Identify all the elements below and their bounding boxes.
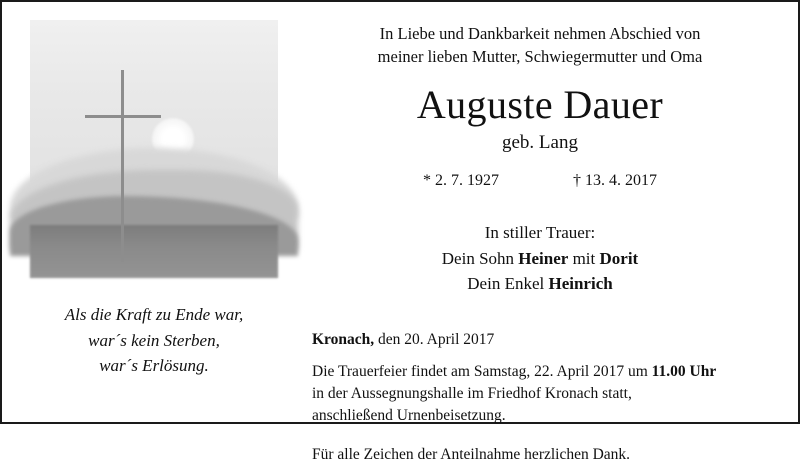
deceased-name: Auguste Dauer [416, 81, 664, 127]
mourning-heading: In stiller Trauer: [484, 223, 596, 243]
birth-date: * 2. 7. 1927 [423, 172, 499, 190]
mourner-1-name: Heiner [518, 248, 569, 268]
mourner-line-1 [308, 246, 772, 272]
verse-line-3: war´s Erlösung. [99, 356, 209, 375]
thanks-text: Für alle Zeichen der Anteilnahme herzlichen Dank. [312, 445, 631, 463]
memorial-verse [65, 302, 244, 379]
cross-icon-vertical [121, 70, 124, 262]
ceremony-line-2: in der Aussegnungshalle im Friedhof Kronach statt, [312, 385, 632, 402]
place-name: Kronach, [312, 330, 375, 348]
mourners-block [308, 220, 772, 297]
ceremony-line-1 [312, 361, 772, 383]
ceremony-line-3: anschließend Urnenbeisetzung. [312, 407, 506, 425]
ceremony-line-1-text: Die Trauerfeier findet am Samstag, 22. April 2017 um [312, 362, 652, 380]
text-column [302, 2, 798, 463]
mourner-line-2 [308, 271, 772, 297]
mourner-2-name: Heinrich [548, 274, 613, 294]
mourner-2-prefix: Dein Enkel [467, 274, 549, 294]
notice-date: den 20. April 2017 [374, 330, 495, 348]
mourner-1-partner: Dorit [599, 248, 639, 268]
place-and-date [308, 331, 772, 349]
illustration-column [2, 2, 302, 422]
death-date: † 13. 4. 2017 [573, 172, 657, 190]
intro-line-2: meiner lieben Mutter, Schwiegermutter und Oma [377, 47, 703, 67]
mourner-1-prefix: Dein Sohn [441, 248, 519, 268]
maiden-name: geb. Lang [502, 132, 578, 154]
intro-line-1: In Liebe und Dankbarkeit nehmen Abschied von [379, 24, 701, 43]
verse-line-1: Als die Kraft zu Ende war, [64, 305, 244, 324]
mourner-1-mid: mit [568, 248, 600, 268]
ceremony-details [308, 361, 772, 428]
ceremony-time: 11.00 Uhr [651, 362, 717, 380]
memorial-illustration [30, 20, 278, 278]
verse-line-2: war´s kein Sterben, [88, 330, 220, 350]
life-dates [308, 172, 772, 190]
cross-icon-horizontal [85, 115, 161, 118]
ground-foreground [30, 225, 278, 278]
intro-text [308, 22, 772, 69]
